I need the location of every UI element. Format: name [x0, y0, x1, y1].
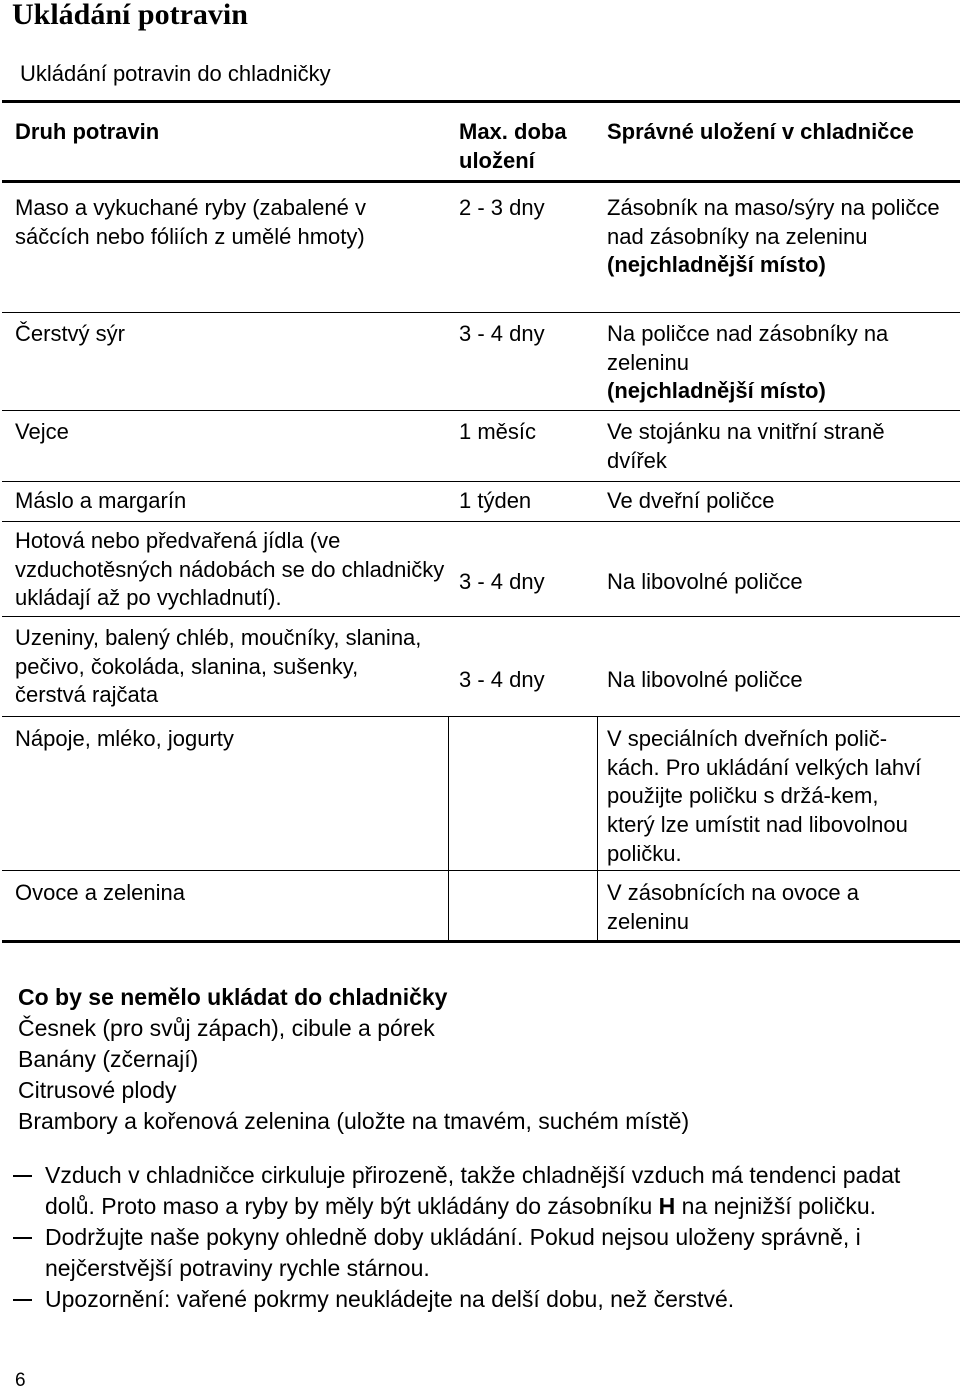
row-divider — [2, 481, 960, 482]
row-food-name: Čerstvý sýr — [15, 321, 125, 346]
row-duration: 1 týden — [459, 488, 532, 513]
row-food-name: Nápoje, mléko, jogurty — [15, 726, 234, 751]
column-divider — [597, 716, 598, 942]
avoid-item: Brambory a kořenová zelenina (uložte na tmavém, suchém místě) — [18, 1108, 690, 1134]
header-border — [2, 180, 960, 183]
page-number: 6 — [15, 1370, 26, 1391]
row-duration: 1 měsíc — [459, 419, 537, 444]
row-storage: V zásobnících na ovoce a zeleninu — [607, 880, 859, 934]
avoid-item: Banány (zčernají) — [18, 1046, 199, 1072]
row-storage: Na libovolné poličce — [607, 667, 803, 692]
row-storage: Ve stojánku na vnitřní straně dvířek — [607, 419, 885, 473]
row-food-name: Uzeniny, balený chléb, moučníky, slanina, pečivo, čokoláda, slanina, sušenky, čerstvá rajčata — [15, 625, 422, 707]
dash-bullet-icon — [13, 1237, 32, 1239]
avoid-list — [18, 1013, 689, 1137]
row-divider — [2, 312, 960, 313]
note-text: na nejnižší poličku. — [675, 1193, 877, 1219]
note-text: Dodržujte naše pokyny ohledně doby ukládání. Pokud nejsou uloženy správně, i nejčerstvější potraviny rychle stárnou. — [45, 1224, 861, 1281]
row-duration: 3 - 4 dny — [459, 569, 545, 594]
avoid-item: Česnek (pro svůj zápach), cibule a pórek — [18, 1015, 435, 1041]
note-item — [0, 1284, 925, 1315]
note-item — [0, 1222, 925, 1284]
row-duration: 2 - 3 dny — [459, 195, 545, 220]
row-divider — [2, 870, 960, 871]
row-food-name: Vejce — [15, 419, 69, 444]
note-item — [0, 1160, 925, 1222]
header-storage-location: Správné uložení v chladničce — [607, 119, 914, 144]
row-storage: Na libovolné poličce — [607, 569, 803, 594]
row-food-name: Ovoce a zelenina — [15, 880, 185, 905]
dash-bullet-icon — [13, 1175, 32, 1177]
avoid-item: Citrusové plody — [18, 1077, 177, 1103]
row-food-name: Hotová nebo předvařená jídla (ve vzduchotěsných nádobách se do chladničky ukládají až po vychladnutí). — [15, 528, 445, 610]
header-food-type: Druh potravin — [15, 119, 160, 144]
table-bottom-border — [2, 940, 960, 943]
coldest-place-note: (nejchladnější místo) — [607, 378, 826, 404]
row-food-name: Máslo a margarín — [15, 488, 187, 513]
row-divider — [2, 410, 960, 411]
storage-text: Zásobník na maso/sýry na poličce nad zásobníky na zeleninu — [607, 195, 940, 249]
row-divider — [2, 716, 960, 717]
note-text: Upozornění: vařené pokrmy neukládejte na delší dobu, než čerstvé. — [45, 1286, 735, 1312]
drawer-label: H — [658, 1193, 676, 1219]
coldest-place-note: (nejchladnější místo) — [607, 252, 826, 278]
row-duration: 3 - 4 dny — [459, 321, 545, 346]
table-caption: Ukládání potravin do chladničky — [20, 61, 331, 86]
row-storage: Ve dveřní poličce — [607, 488, 775, 513]
avoid-heading: Co by se nemělo ukládat do chladničky — [18, 984, 448, 1010]
header-max-duration: Max. doba uložení — [459, 119, 567, 173]
notes-list — [0, 1160, 960, 1315]
row-storage — [607, 194, 957, 280]
row-storage — [607, 320, 927, 406]
column-divider — [448, 716, 449, 942]
note-text: Vzduch v chladničce cirkuluje přirozeně, takže chladnější vzduch má tendenci padat dolů. Proto maso a ryby by měly být ukládány do zásobníku — [45, 1162, 901, 1219]
row-divider — [2, 616, 960, 617]
row-divider — [2, 521, 960, 522]
dash-bullet-icon — [13, 1299, 32, 1301]
row-food-name: Maso a vykuchané ryby (zabalené v sáčcích nebo fóliích z umělé hmoty) — [15, 195, 366, 249]
page-title: Ukládání potravin — [12, 0, 248, 31]
table-top-border — [2, 100, 960, 103]
row-storage: V speciálních dveřních polič-kách. Pro ukládání velkých lahví použijte poličku s držá-kem, který lze umístit nad libovolnou poličku. — [607, 726, 922, 866]
row-duration: 3 - 4 dny — [459, 667, 545, 692]
storage-text: Na poličce nad zásobníky na zeleninu — [607, 321, 889, 375]
